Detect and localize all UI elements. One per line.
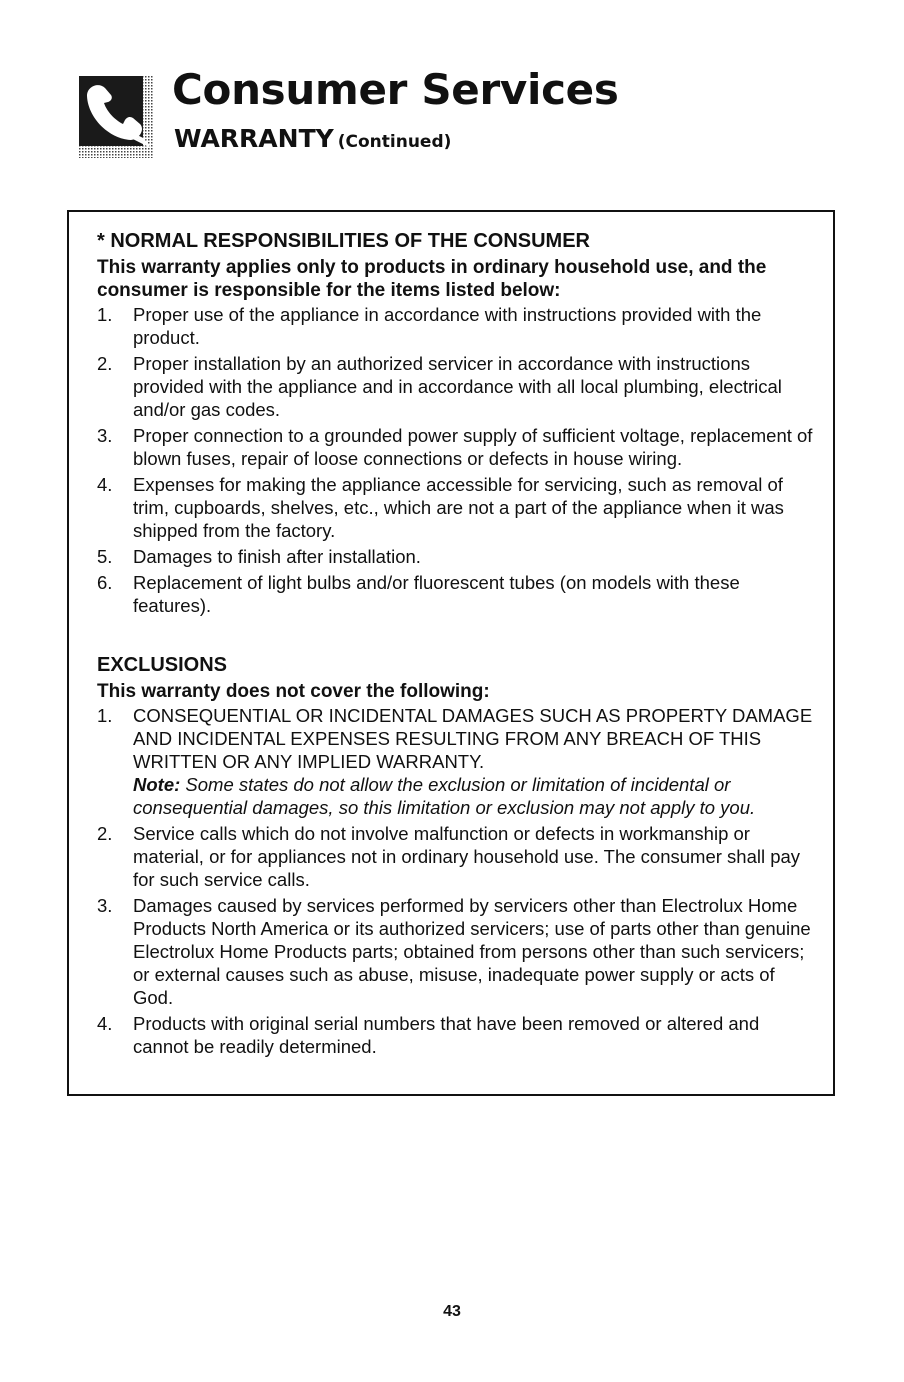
list-item (97, 894, 813, 1009)
item-text: Expenses for making the appliance accessible for servicing, such as removal of trim, cupboards, shelves, etc., which are not a part of the appliance when it was shipped from the factory. (133, 474, 784, 541)
item-text: Products with original serial numbers that have been removed or altered and cannot be readily determined. (133, 1013, 760, 1057)
item-number: 5. (97, 546, 113, 567)
exclusions-list (97, 704, 813, 1058)
list-item (97, 352, 813, 421)
list-item (97, 473, 813, 542)
item-text: Service calls which do not involve malfunction or defects in workmanship or material, or for appliances not in ordinary household use. The consumer shall pay for such service calls. (133, 823, 801, 890)
item-number: 3. (97, 895, 113, 916)
list-item (97, 571, 813, 617)
list-item (97, 303, 813, 349)
page-title: Consumer Services (172, 65, 619, 114)
note (133, 773, 813, 819)
list-item (97, 424, 813, 470)
list-item (97, 704, 813, 819)
section-spacer (97, 620, 813, 650)
item-number: 2. (97, 353, 113, 374)
note-text: Some states do not allow the exclusion or limitation of incidental or consequential damages, so this limitation or exclusion may not apply to you. (133, 774, 756, 818)
item-text: CONSEQUENTIAL OR INCIDENTAL DAMAGES SUCH AS PROPERTY DAMAGE AND INCIDENTAL EXPENSES RESULTING FROM ANY BREACH OF THIS WRITTEN OR ANY IMPLIED WARRANTY. (133, 705, 813, 772)
item-number: 4. (97, 474, 113, 495)
list-item (97, 822, 813, 891)
item-text: Damages caused by services performed by servicers other than Electrolux Home Products North America or its authorized servicers; use of parts other than genuine Electrolux Home Products parts; obtained from persons other than such servicers; or external causes such as abuse, misuse, inadequate power supply or acts of God. (133, 895, 811, 1008)
responsibilities-intro: This warranty applies only to products in ordinary household use, and the consumer is responsible for the items listed below: (97, 257, 767, 301)
subtitle-text: WARRANTY (174, 124, 334, 153)
responsibilities-heading: * NORMAL RESPONSIBILITIES OF THE CONSUMER (97, 230, 590, 252)
item-text: Proper installation by an authorized servicer in accordance with instructions provided with the appliance and in accordance with all local plumbing, electrical and/or gas codes. (133, 353, 782, 420)
telephone-handset-icon (79, 76, 153, 158)
subtitle-continued: (Continued) (337, 132, 452, 152)
exclusions-heading: EXCLUSIONS (97, 654, 228, 676)
item-text: Damages to finish after installation. (133, 546, 421, 567)
page-number: 43 (443, 1303, 461, 1320)
exclusions-intro: This warranty does not cover the following: (97, 681, 490, 702)
responsibilities-list (97, 303, 813, 617)
item-text: Proper use of the appliance in accordance with instructions provided with the product. (133, 304, 762, 348)
item-number: 1. (97, 304, 113, 325)
list-item (97, 545, 813, 568)
item-text: Proper connection to a grounded power supply of sufficient voltage, replacement of blown fuses, repair of loose connections or defects in house wiring. (133, 425, 813, 469)
item-number: 1. (97, 705, 113, 726)
item-number: 2. (97, 823, 113, 844)
item-body (133, 704, 813, 819)
warranty-box (67, 210, 835, 1096)
item-text: Replacement of light bulbs and/or fluorescent tubes (on models with these features). (133, 572, 740, 616)
item-number: 4. (97, 1013, 113, 1034)
section-subtitle (174, 121, 451, 160)
list-item (97, 1012, 813, 1058)
item-number: 6. (97, 572, 113, 593)
item-number: 3. (97, 425, 113, 446)
note-label: Note: (133, 774, 181, 795)
